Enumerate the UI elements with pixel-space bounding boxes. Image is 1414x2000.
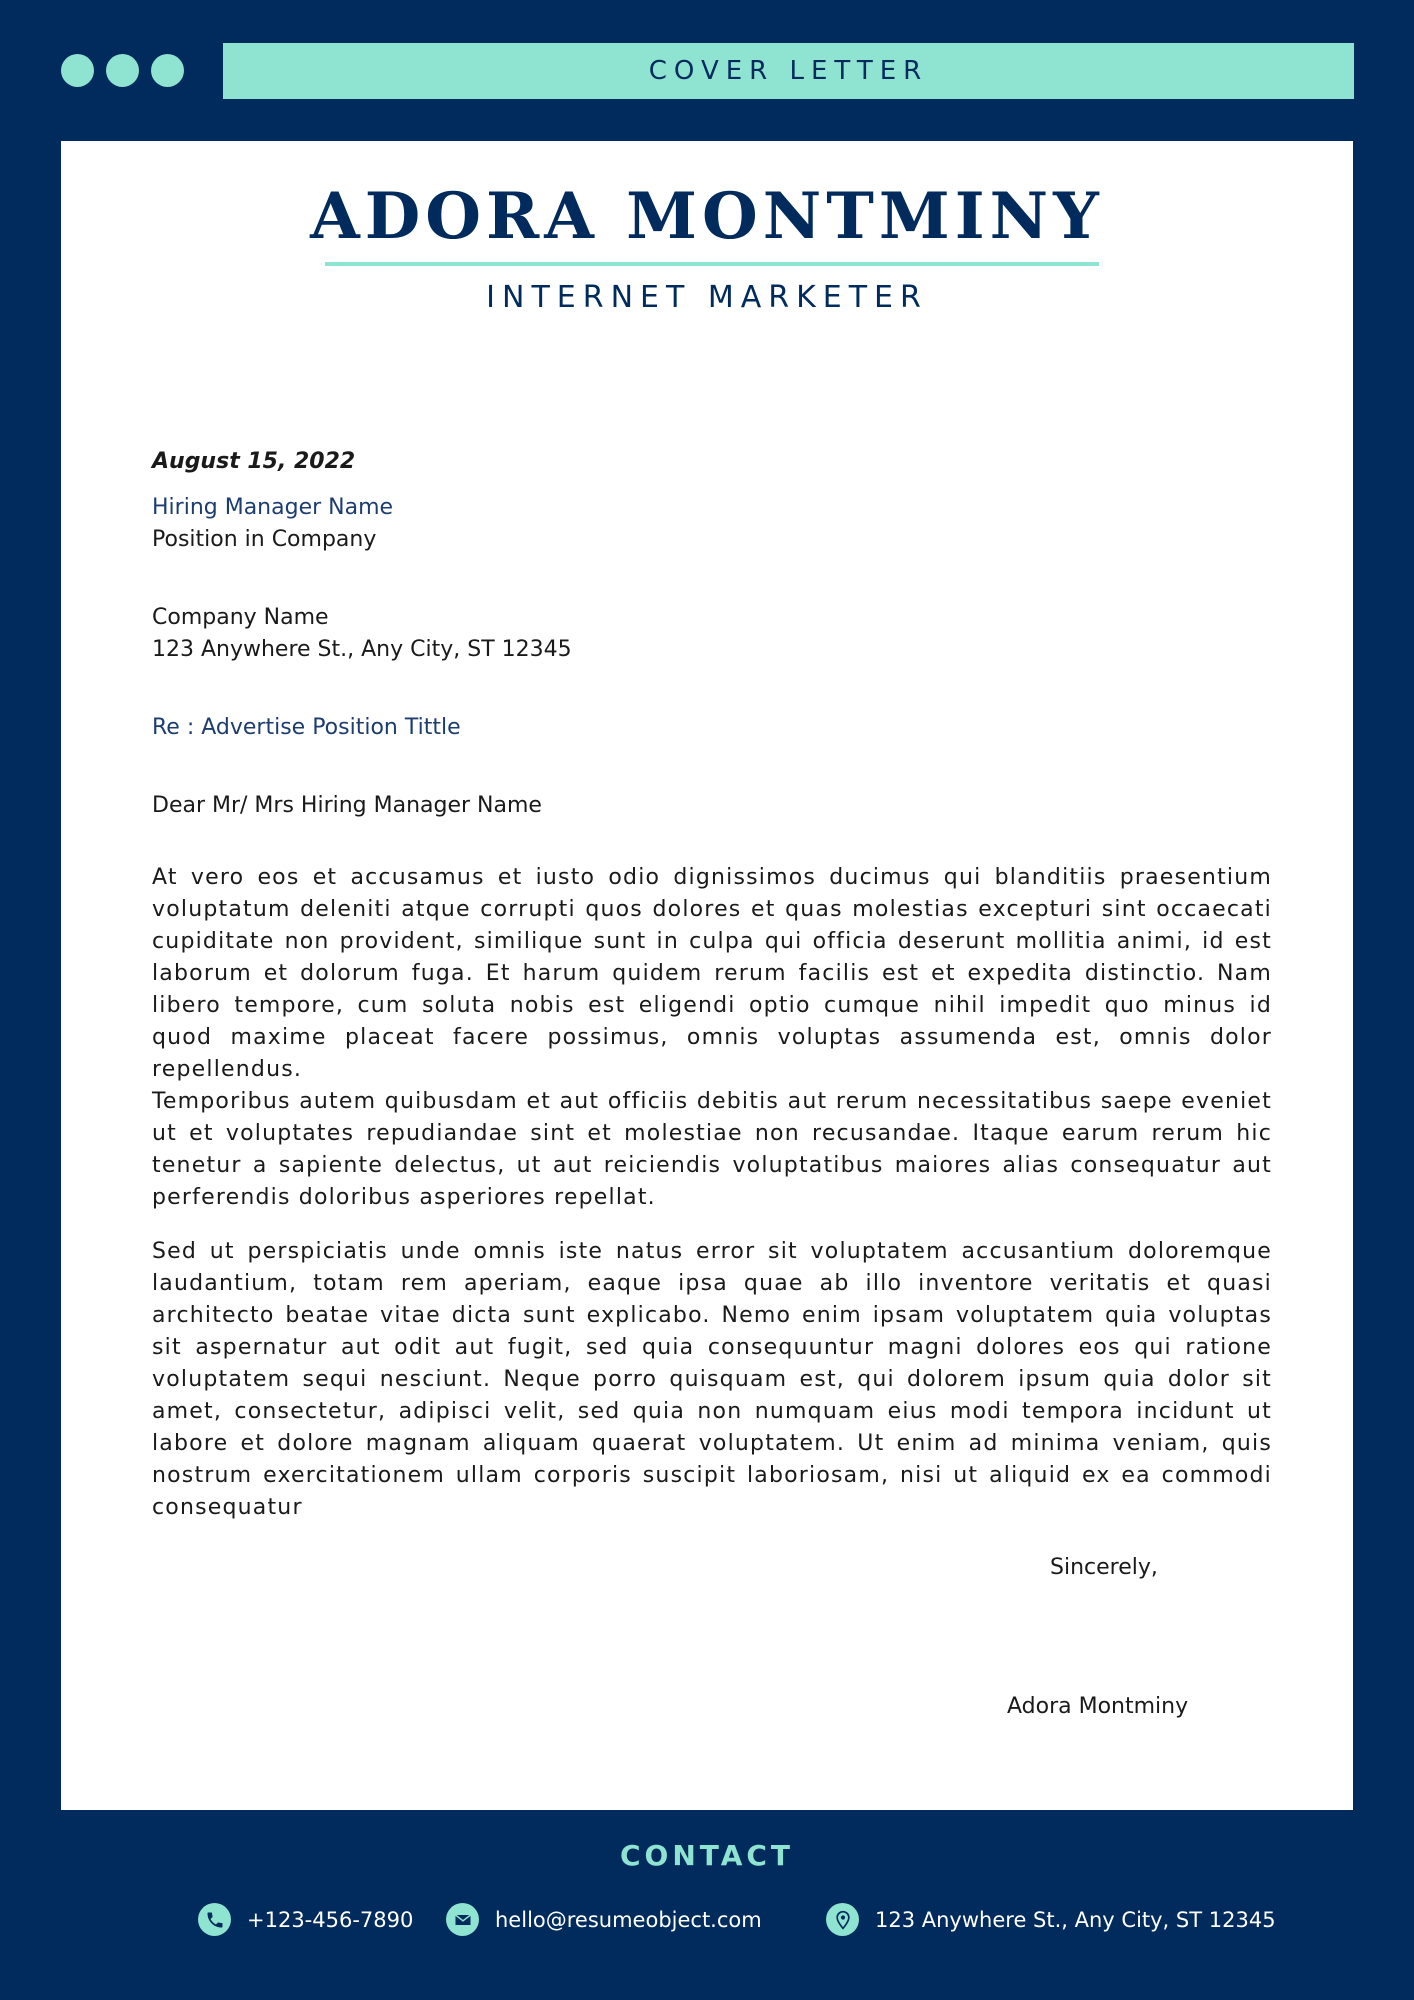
applicant-name: ADORA MONTMINY — [310, 179, 1104, 254]
closing: Sincerely, — [1050, 1555, 1158, 1580]
email-address: hello@resumeobject.com — [495, 1907, 762, 1932]
company-name: Company Name — [152, 605, 329, 630]
window-dot — [61, 54, 94, 87]
phone-number: +123-456-7890 — [247, 1907, 414, 1932]
company-block — [152, 602, 1272, 666]
body-paragraph: Temporibus autem quibusdam et aut officiis debitis aut rerum necessitatibus saepe eveniet ut et voluptates repudiandae sint et molestiae non recusandae. Itaque earum rerum hic tenetur a sapiente delectus, ut aut reiciendis voluptatibus maiores alias consequatur aut perferendis doloribus asperiores repellat. — [152, 1089, 1272, 1210]
window-dot — [106, 54, 139, 87]
phone-icon — [198, 1903, 231, 1936]
name-divider — [325, 262, 1099, 266]
salutation: Dear Mr/ Mrs Hiring Manager Name — [152, 793, 542, 818]
recipient-block — [152, 492, 1272, 556]
document-title-bar — [223, 43, 1354, 99]
location-pin-icon — [826, 1903, 859, 1936]
recipient-position: Position in Company — [152, 527, 377, 552]
body-paragraph: Sed ut perspiciatis unde omnis iste natus error sit voluptatem accusantium doloremque laudantium, totam rem aperiam, eaque ipsa quae ab illo inventore veritatis et quasi architecto beatae vitae dicta sunt explicabo. Nemo enim ipsam voluptatem quia voluptas sit aspernatur aut odit aut fugit, sed quia consequuntur magni dolores eos qui ratione voluptatem sequi nesciunt. Neque porro quisquam est, qui dolorem ipsum quia dolor sit amet, consectetur, adipisci velit, sed quia non numquam eius modi tempora incidunt ut labore et dolore magnam aliquam quaerat voluptatem. Ut enim ad minima veniam, quis nostrum exercitationem ullam corporis suscipit laboriosam, nisi ut aliquid ex ea commodi consequatur — [152, 1239, 1272, 1520]
applicant-role: INTERNET MARKETER — [486, 280, 928, 315]
body-paragraph: At vero eos et accusamus et iusto odio dignissimos ducimus qui blanditiis praesentium voluptatum deleniti atque corrupti quos dolores et quas molestias excepturi sint occaecati cupiditate non provident, similique sunt in culpa qui officia deserunt mollitia animi, id est laborum et dolorum fuga. Et harum quidem rerum facilis est et expedita distinctio. Nam libero tempore, cum soluta nobis est eligendi optio cumque nihil impedit quo minus id quod maxime placeat facere possimus, omnis voluptas assumenda est, omnis dolor repellendus. — [152, 865, 1272, 1082]
document-title: COVER LETTER — [648, 56, 929, 86]
letter-date: August 15, 2022 — [152, 449, 356, 474]
window-dots — [61, 54, 184, 87]
street-address: 123 Anywhere St., Any City, ST 12345 — [875, 1907, 1276, 1932]
window-dot — [151, 54, 184, 87]
mail-icon — [446, 1903, 479, 1936]
letter-body — [152, 446, 1272, 1524]
contact-email[interactable] — [446, 1903, 762, 1936]
company-address: 123 Anywhere St., Any City, ST 12345 — [152, 637, 572, 662]
subject-line: Re : Advertise Position Tittle — [152, 715, 461, 740]
contact-phone[interactable] — [198, 1903, 413, 1936]
contact-address[interactable] — [826, 1903, 1276, 1936]
letter-page — [61, 141, 1353, 1810]
signature-name: Adora Montminy — [1007, 1694, 1189, 1719]
recipient-name: Hiring Manager Name — [152, 495, 394, 520]
contact-heading: CONTACT — [619, 1839, 795, 1872]
contact-bar — [0, 1903, 1414, 1939]
